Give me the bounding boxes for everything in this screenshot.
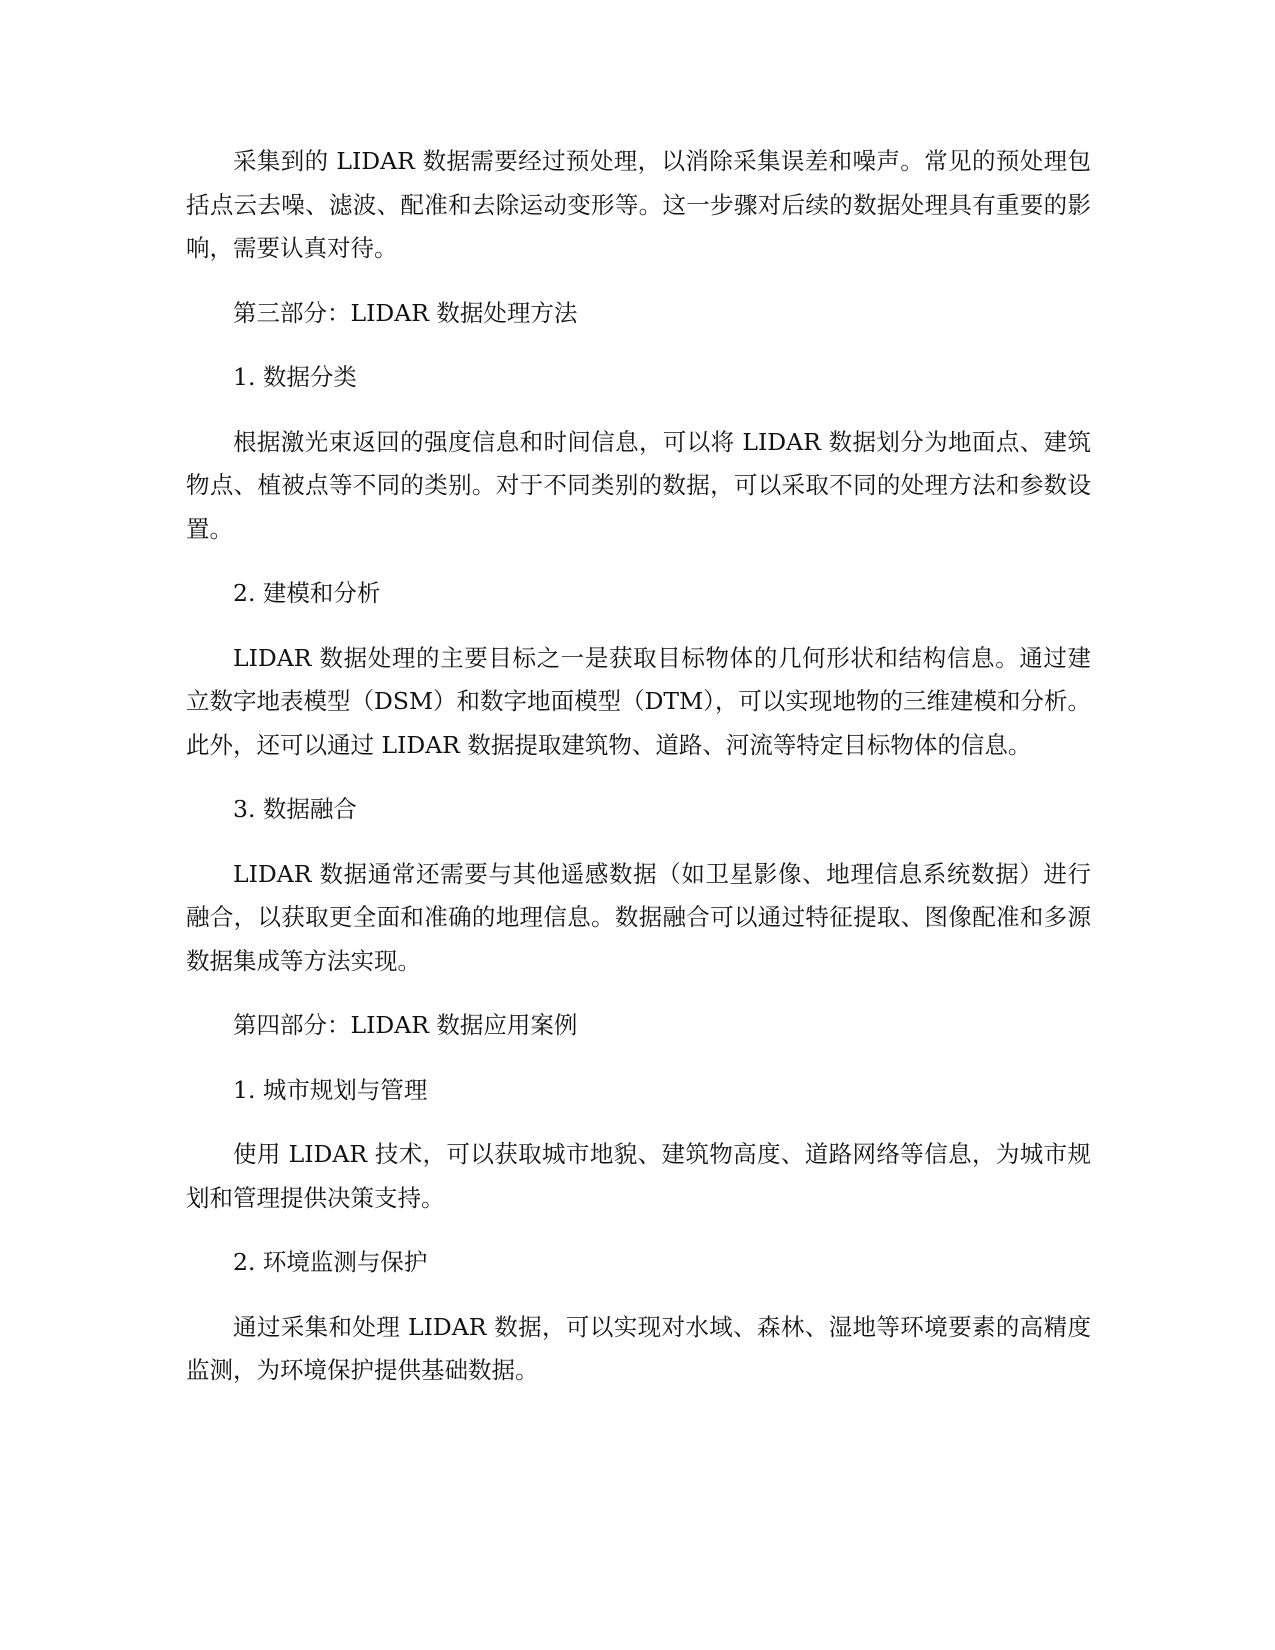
subheading-modeling-analysis: 2. 建模和分析 — [233, 579, 381, 607]
paragraph-data-fusion: LIDAR 数据通常还需要与其他遥感数据（如卫星影像、地理信息系统数据）进行融合，以获取更全面和准确的地理信息。数据融合可以通过特征提取、图像配准和多源数据集成等方法实现。 — [186, 859, 1091, 975]
paragraph-urban-planning: 使用 LIDAR 技术，可以获取城市地貌、建筑物高度、道路网络等信息，为城市规划和管理提供决策支持。 — [186, 1140, 1091, 1212]
subheading-urban-planning: 1. 城市规划与管理 — [233, 1075, 428, 1104]
document-page — [186, 140, 1091, 1414]
paragraph-preprocessing: 采集到的 LIDAR 数据需要经过预处理，以消除采集误差和噪声。常见的预处理包括点云去噪、滤波、配准和去除运动变形等。这一步骤对后续的数据处理具有重要的影响，需要认真对待。 — [186, 147, 1091, 262]
subheading-data-fusion: 3. 数据融合 — [233, 795, 357, 823]
section-heading-part4: 第四部分：LIDAR 数据应用案例 — [233, 1011, 578, 1039]
section-heading-part3: 第三部分：LIDAR 数据处理方法 — [233, 298, 578, 327]
paragraph-modeling-analysis: LIDAR 数据处理的主要目标之一是获取目标物体的几何形状和结构信息。通过建立数字地表模型（DSM）和数字地面模型（DTM），可以实现地物的三维建模和分析。此外，还可以通过 LIDAR 数据提取建筑物、道路、河流等特定目标物体的信息。 — [186, 643, 1091, 759]
paragraph-data-classification: 根据激光束返回的强度信息和时间信息，可以将 LIDAR 数据划分为地面点、建筑物点、植被点等不同的类别。对于不同类别的数据，可以采取不同的处理方法和参数设置。 — [186, 427, 1091, 543]
subheading-environment-monitoring: 2. 环境监测与保护 — [233, 1248, 428, 1276]
paragraph-environment-monitoring: 通过采集和处理 LIDAR 数据，可以实现对水域、森林、湿地等环境要素的高精度监测，为环境保护提供基础数据。 — [186, 1312, 1091, 1384]
subheading-data-classification: 1. 数据分类 — [233, 363, 357, 391]
